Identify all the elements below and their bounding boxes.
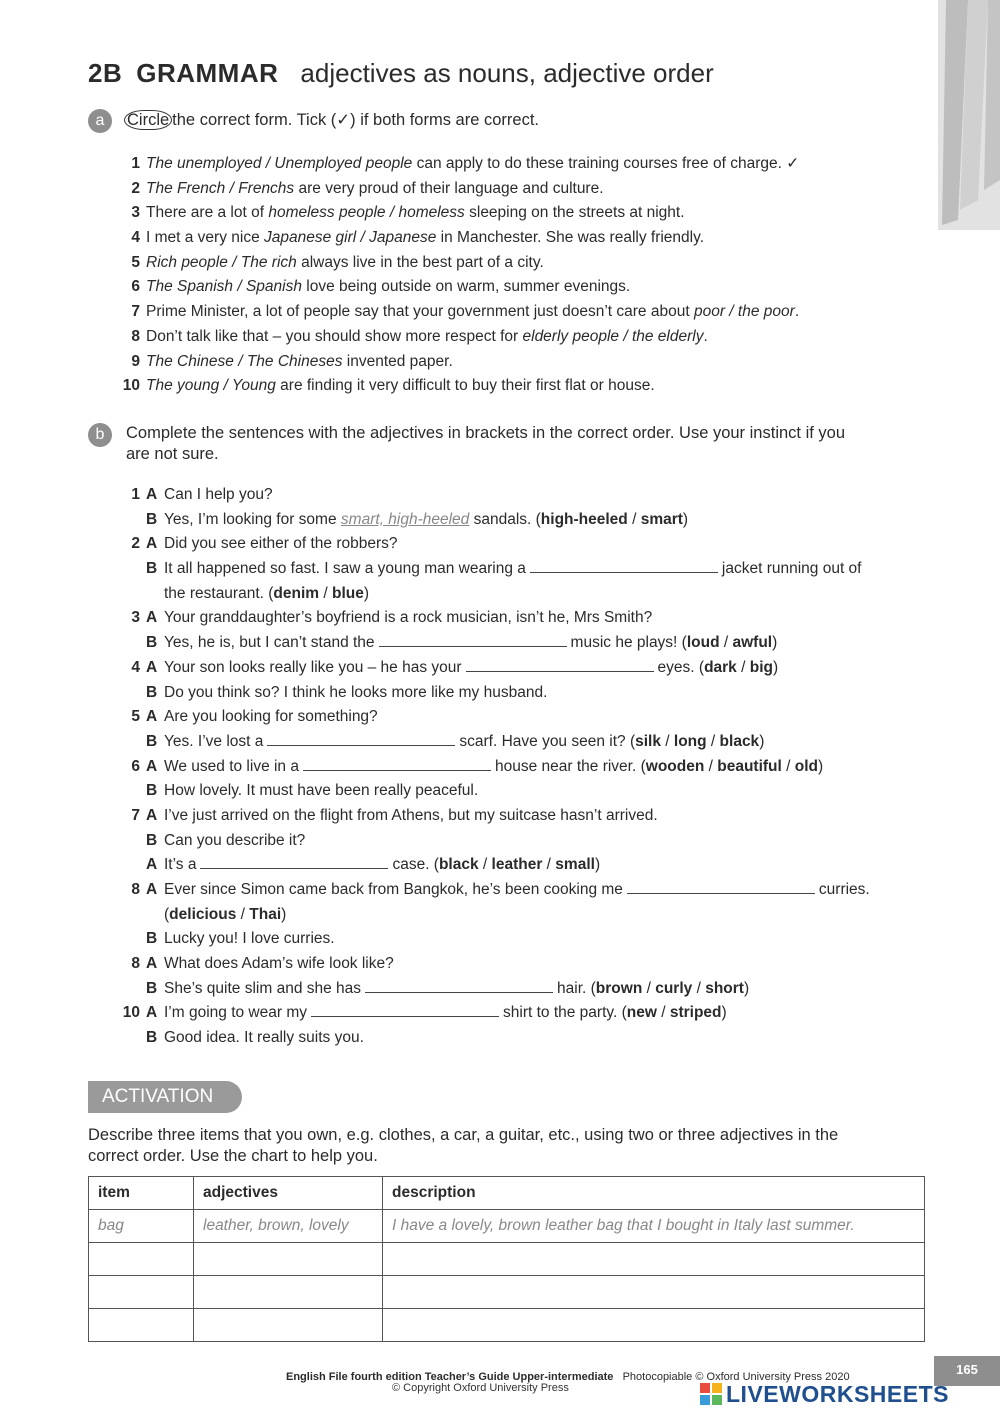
exercise-a-item-2: 2 The French / Frenchs are very proud of their language and culture. [131,179,604,197]
description-cell[interactable] [383,1309,925,1342]
answer-blank-3[interactable] [379,632,567,647]
exercise-a-list [112,152,892,399]
table-row [89,1276,925,1309]
exercise-a-item-1: 1 The unemployed / Unemployed people can apply to do these training courses free of charge. ✓ [131,155,800,172]
option-1[interactable]: poor [693,303,725,321]
dialogue-line: B Yes. I’ve lost a scarf. Have you seen it? (silk / long / black) [146,732,765,750]
dialogue-line: 7 A I’ve just arrived on the flight from Athens, but my suitcase hasn’t arrived. [131,806,658,824]
example-answer: smart, high-heeled [340,510,470,528]
answer-blank-9[interactable] [365,978,553,993]
topic: adjectives as nouns, adjective order [300,58,714,88]
section-name: GRAMMAR [136,58,279,88]
option-2[interactable]: The Chineses [246,352,343,370]
answer-blank-7[interactable] [200,854,388,869]
dialogue-line: 3 A Your granddaughter’s boyfriend is a rock musician, isn’t he, Mrs Smith? [131,609,653,627]
header-adjectives: adjectives [194,1177,383,1210]
item-cell[interactable] [89,1276,194,1309]
dialogue-line: 8 A Ever since Simon came back from Bangkok, he’s been cooking me curries. [131,881,870,898]
dialogue-line: B Yes, he is, but I can’t stand the music he plays! (loud / awful) [146,634,778,652]
dialogue-line: B Yes, I’m looking for some smart, high-heeled sandals. (high-heeled / smart) [146,510,689,528]
option-2[interactable]: the elderly [631,327,704,345]
option-1[interactable]: Rich people [146,253,228,271]
item-cell[interactable] [89,1309,194,1342]
activation-chart [88,1176,925,1342]
dialogue-line: 6 A We used to live in a house near the river. (wooden / beautiful / old) [131,757,824,775]
instructions-b: Complete the sentences with the adjectives in brackets in the correct order. Use your instinct if you are not sure. [126,424,846,463]
activation-instructions: Describe three items that you own, e.g. clothes, a car, a guitar, etc., using two or three adjectives in the correct order. Use the chart to help you. [88,1126,839,1165]
exercise-a-item-8: 8 Don’t talk like that – you should show more respect for elderly people / the elderly. [131,327,708,345]
table-row [89,1210,925,1243]
exercise-a-item-10: 10 The young / Young are finding it very difficult to buy their first flat or house. [122,377,655,395]
dialogue-line: 5 A Are you looking for something? [131,708,378,726]
dialogue-line: B How lovely. It must have been really peaceful. [146,782,479,800]
header-item: item [89,1177,194,1210]
dialogue-line: 2 A Did you see either of the robbers? [131,535,398,553]
description-cell[interactable] [383,1276,925,1309]
answer-blank-10[interactable] [311,1002,499,1017]
option-2[interactable]: Young [231,377,276,395]
adjectives-cell[interactable] [194,1243,383,1276]
dialogue-line: B It all happened so fast. I saw a young man wearing a jacket running out of [146,560,862,578]
unit-code: 2B [88,58,123,88]
option-2[interactable]: homeless [398,204,465,222]
dialogue-line: B Good idea. It really suits you. [146,1029,364,1047]
liveworksheets-icon [700,1383,722,1405]
option-2[interactable]: Unemployed people [274,155,413,172]
exercise-a-item-9: 9 The Chinese / The Chineses invented paper. [131,352,453,370]
answer-blank-4[interactable] [466,657,654,672]
example-adjectives: leather, brown, lovely [194,1210,383,1243]
dialogue-line: B Can you describe it? [146,831,306,849]
copyright-note: © Copyright Oxford University Press [392,1382,569,1394]
option-1[interactable]: The Spanish [146,278,234,296]
answer-blank-5[interactable] [267,731,455,746]
badge-b: b [88,423,112,447]
dialogue-line: 8 A What does Adam’s wife look like? [131,955,394,973]
option-2[interactable]: The rich [240,253,297,271]
table-row [89,1243,925,1276]
option-1[interactable]: The Chinese [146,352,234,370]
activation-heading: ACTIVATION [88,1081,242,1113]
corner-decoration [938,0,1000,230]
option-1[interactable]: The young [146,377,220,395]
option-2[interactable]: Spanish [245,278,302,296]
header-description: description [383,1177,925,1210]
adjectives-cell[interactable] [194,1276,383,1309]
exercise-a-item-3: 3 There are a lot of homeless people / homeless sleeping on the streets at night. [131,204,685,222]
exercise-a-item-7: 7 Prime Minister, a lot of people say that your government just doesn’t care about poor / the poor. [131,303,800,321]
dialogue-line: B Do you think so? I think he looks more like my husband. [146,683,548,701]
answer-blank-2[interactable] [530,558,718,573]
adjectives-cell[interactable] [194,1309,383,1342]
page-number: 165 [934,1356,1000,1386]
option-2[interactable]: the poor [737,303,795,321]
example-description: I have a lovely, brown leather bag that I bought in Italy last summer. [383,1210,925,1243]
table-row [89,1309,925,1342]
option-1[interactable]: Japanese girl [264,229,357,247]
exercise-a-item-5: 5 Rich people / The rich always live in the best part of a city. [131,253,544,271]
option-1[interactable]: The unemployed [146,155,262,172]
answer-blank-8[interactable] [627,879,815,894]
option-1[interactable]: The French [146,179,226,197]
item-cell[interactable] [89,1243,194,1276]
option-1[interactable]: homeless people [268,204,386,222]
dialogue-line: A It’s a case. (black / leather / small) [146,856,601,874]
dialogue-line: the restaurant. (denim / blue) [164,584,370,602]
exercise-b-list [112,483,932,1051]
exercise-a-item-4: 4 I met a very nice Japanese girl / Japanese in Manchester. She was really friendly. [131,229,705,247]
instructions-a: Circle the correct form. Tick (✓) if both forms are correct. [124,110,539,131]
dialogue-line: B She’s quite slim and she has hair. (brown / curly / short) [146,979,750,997]
page-title [88,56,714,90]
chart-header-row [89,1177,925,1210]
badge-a: a [88,109,112,133]
option-2[interactable]: Japanese [369,229,437,247]
option-2[interactable]: Frenchs [238,179,295,197]
option-1[interactable]: elderly people [522,327,620,345]
footer-credit: English File fourth edition Teacher’s Guide Upper-intermediate Photocopiable © Oxford University Press 2020 [286,1371,850,1383]
exercise-a-item-6: 6 The Spanish / Spanish love being outside on warm, summer evenings. [131,278,631,296]
description-cell[interactable] [383,1243,925,1276]
example-item: bag [89,1210,194,1243]
dialogue-line: 10 A I’m going to wear my shirt to the party. (new / striped) [122,1004,727,1022]
liveworksheets-logo: LIVEWORKSHEETS [700,1380,949,1408]
dialogue-line: 4 A Your son looks really like you – he has your eyes. (dark / big) [131,658,779,676]
answer-blank-6[interactable] [303,756,491,771]
circle-word: Circle [124,110,172,130]
dialogue-line: 1 A Can I help you? [131,486,273,503]
dialogue-line: B Lucky you! I love curries. [146,930,335,948]
dialogue-line: (delicious / Thai) [164,905,287,923]
